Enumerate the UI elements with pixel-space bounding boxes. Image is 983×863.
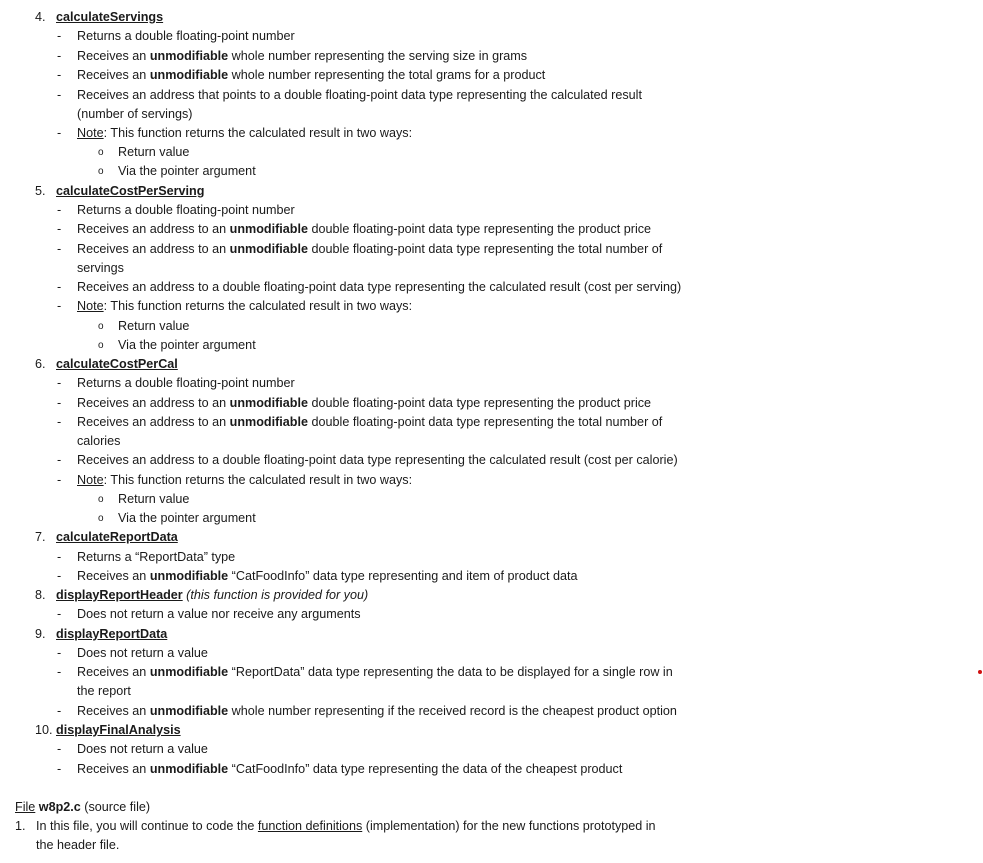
dash-bullet: - xyxy=(57,607,62,621)
sub-bullet-text: Via the pointer argument xyxy=(118,338,256,352)
section-5-heading xyxy=(35,182,204,201)
dash-bullet: - xyxy=(57,88,62,102)
step-text: the header file. xyxy=(36,838,120,852)
bullet-text: Receives an unmodifiable “CatFoodInfo” data type representing and item of product data xyxy=(77,569,578,583)
dash-bullet: - xyxy=(57,29,62,43)
bullet-text: Returns a double floating-point number xyxy=(77,203,295,217)
dash-bullet: - xyxy=(57,203,62,217)
function-name: calculateServings xyxy=(56,10,164,24)
function-name: displayFinalAnalysis xyxy=(56,723,181,737)
file-name: w8p2.c xyxy=(35,800,81,814)
red-dot-marker xyxy=(978,670,982,674)
bullet-text: (number of servings) xyxy=(77,107,193,121)
section-4-heading xyxy=(35,8,163,27)
file-heading xyxy=(15,798,150,817)
dash-bullet: - xyxy=(57,646,62,660)
dash-bullet: - xyxy=(57,242,62,256)
sub-bullet-text: Via the pointer argument xyxy=(118,164,256,178)
sub-bullet-text: Via the pointer argument xyxy=(118,511,256,525)
bullet-text: Receives an unmodifiable whole number representing the total grams for a product xyxy=(77,68,546,82)
section-7-heading xyxy=(35,528,178,547)
section-number: 9. xyxy=(35,627,46,641)
bullet-text: Receives an address to an unmodifiable double floating-point data type representing the total number of xyxy=(77,242,663,256)
section-number: 7. xyxy=(35,530,46,544)
function-name: calculateCostPerServing xyxy=(56,184,205,198)
section-number: 4. xyxy=(35,10,46,24)
section-6-heading xyxy=(35,355,178,374)
bullet-text: Receives an address to an unmodifiable double floating-point data type representing the total number of xyxy=(77,415,663,429)
step-number: 1. xyxy=(15,819,26,833)
circle-bullet: o xyxy=(98,513,104,524)
dash-bullet: - xyxy=(57,126,62,140)
function-note: (this function is provided for you) xyxy=(182,588,369,602)
dash-bullet: - xyxy=(57,280,62,294)
bullet-text: servings xyxy=(77,261,124,275)
sub-bullet-text: Return value xyxy=(118,319,190,333)
dash-bullet: - xyxy=(57,68,62,82)
bullet-text: the report xyxy=(77,684,131,698)
dash-bullet: - xyxy=(57,665,62,679)
bullet-text: Receives an address to an unmodifiable double floating-point data type representing the product price xyxy=(77,396,652,410)
note-text: Note: This function returns the calculated result in two ways: xyxy=(77,299,413,313)
section-number: 8. xyxy=(35,588,46,602)
dash-bullet: - xyxy=(57,762,62,776)
dash-bullet: - xyxy=(57,704,62,718)
dash-bullet: - xyxy=(57,473,62,487)
bullet-text: Receives an address to a double floating-point data type representing the calculated result (cost per calorie) xyxy=(77,453,678,467)
bullet-text: Receives an unmodifiable whole number representing the serving size in grams xyxy=(77,49,528,63)
function-name: displayReportHeader xyxy=(56,588,183,602)
section-number: 5. xyxy=(35,184,46,198)
bullet-text: Receives an address to an unmodifiable double floating-point data type representing the product price xyxy=(77,222,652,236)
bullet-text: calories xyxy=(77,434,121,448)
bullet-text: Receives an unmodifiable “CatFoodInfo” data type representing the data of the cheapest product xyxy=(77,762,623,776)
dash-bullet: - xyxy=(57,396,62,410)
sub-bullet-text: Return value xyxy=(118,492,190,506)
note-text: Note: This function returns the calculated result in two ways: xyxy=(77,473,413,487)
sub-bullet-text: Return value xyxy=(118,145,190,159)
section-8-heading xyxy=(35,586,368,605)
section-number: 6. xyxy=(35,357,46,371)
dash-bullet: - xyxy=(57,376,62,390)
bullet-text: Does not return a value nor receive any arguments xyxy=(77,607,361,621)
circle-bullet: o xyxy=(98,166,104,177)
function-name: displayReportData xyxy=(56,627,168,641)
dash-bullet: - xyxy=(57,415,62,429)
section-9-heading xyxy=(35,625,167,644)
circle-bullet: o xyxy=(98,494,104,505)
bullet-text: Receives an address that points to a double floating-point data type representing the calculated result xyxy=(77,88,642,102)
step-1 xyxy=(15,817,656,836)
dash-bullet: - xyxy=(57,299,62,313)
bullet-text: Does not return a value xyxy=(77,742,208,756)
bullet-text: Does not return a value xyxy=(77,646,208,660)
file-label: File xyxy=(15,800,36,814)
function-definitions-link: function definitions xyxy=(257,819,363,833)
step-1-continuation xyxy=(36,836,119,855)
dash-bullet: - xyxy=(57,49,62,63)
dash-bullet: - xyxy=(57,222,62,236)
function-name: calculateReportData xyxy=(56,530,178,544)
dash-bullet: - xyxy=(57,742,62,756)
section-number: 10. xyxy=(35,723,53,737)
function-name: calculateCostPerCal xyxy=(56,357,178,371)
bullet-text: Returns a “ReportData” type xyxy=(77,550,236,564)
bullet-text: Receives an unmodifiable whole number representing if the received record is the cheapest product option xyxy=(77,704,677,718)
dash-bullet: - xyxy=(57,550,62,564)
dash-bullet: - xyxy=(57,569,62,583)
circle-bullet: o xyxy=(98,340,104,351)
dash-bullet: - xyxy=(57,453,62,467)
bullet-text: Returns a double floating-point number xyxy=(77,376,295,390)
section-10-heading xyxy=(35,721,181,740)
bullet-text: Receives an unmodifiable “ReportData” data type representing the data to be displayed for a single row in xyxy=(77,665,673,679)
note-text: Note: This function returns the calculated result in two ways: xyxy=(77,126,413,140)
circle-bullet: o xyxy=(98,321,104,332)
bullet-text: Receives an address to a double floating-point data type representing the calculated result (cost per serving) xyxy=(77,280,682,294)
step-text: In this file, you will continue to code the function definitions (implementation) for the new functions prototyped in xyxy=(36,819,656,833)
circle-bullet: o xyxy=(98,147,104,158)
file-description: (source file) xyxy=(80,800,151,814)
bullet-text: Returns a double floating-point number xyxy=(77,29,295,43)
